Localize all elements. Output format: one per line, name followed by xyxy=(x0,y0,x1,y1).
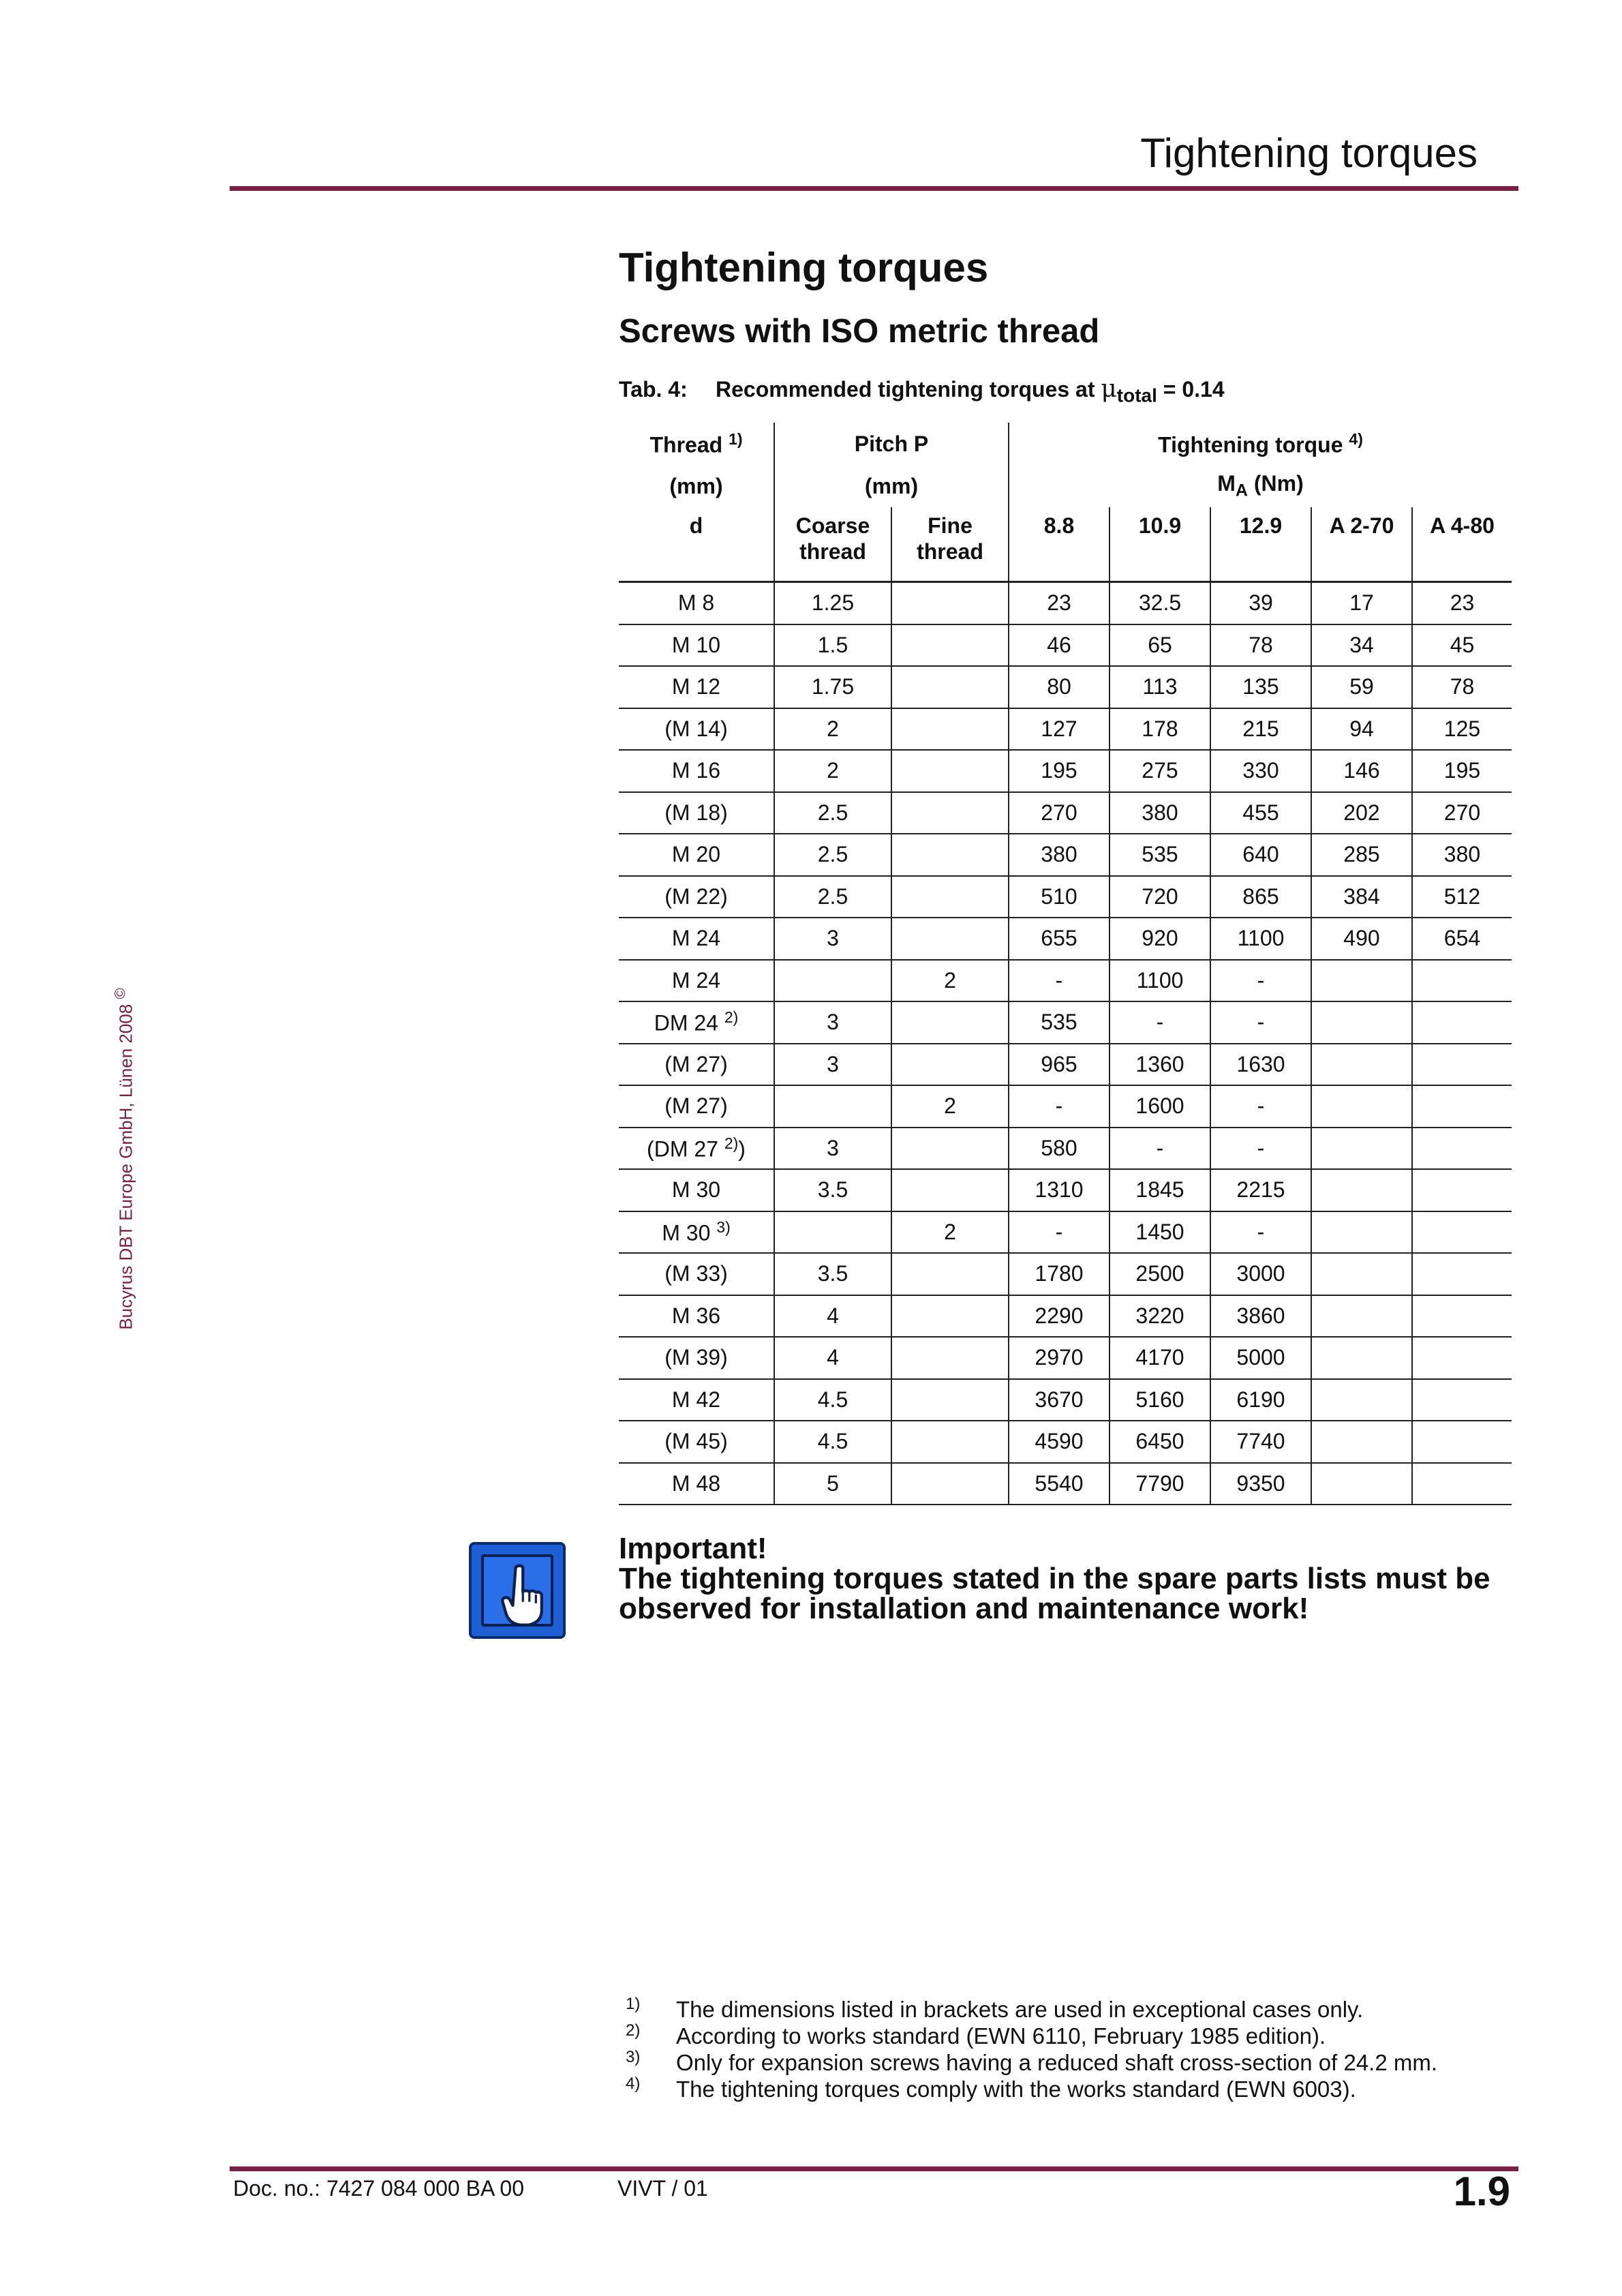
fine-pitch-cell xyxy=(891,876,1009,918)
thread-note: 3) xyxy=(716,1218,731,1236)
thread-cell: (M 27) xyxy=(619,1085,774,1128)
table-row xyxy=(619,582,1512,624)
thread-cell: M 36 xyxy=(619,1295,774,1338)
torque-cell: 1360 xyxy=(1110,1044,1210,1086)
torque-cell: 1780 xyxy=(1009,1253,1110,1295)
coarse-pitch-cell: 1.5 xyxy=(774,624,891,667)
thread-cell: M 24 xyxy=(619,960,774,1002)
torque-cell: 654 xyxy=(1412,918,1512,960)
fine-header: Fine thread xyxy=(891,507,1009,582)
thread-cell: M 12 xyxy=(619,666,774,708)
torque-cell xyxy=(1311,1169,1412,1211)
pointing-hand-icon xyxy=(469,1542,566,1639)
fine-pitch-cell xyxy=(891,1044,1009,1086)
coarse-pitch-cell: 2 xyxy=(774,750,891,792)
torque-cell: 113 xyxy=(1110,666,1210,708)
thread-cell: (M 27) xyxy=(619,1044,774,1086)
fine-pitch-cell xyxy=(891,1128,1009,1170)
torque-cell: 4590 xyxy=(1009,1421,1110,1463)
torque-cell: 5540 xyxy=(1009,1463,1110,1505)
torque-cell: 195 xyxy=(1009,750,1110,792)
torque-cell: 2970 xyxy=(1009,1337,1110,1379)
table-row xyxy=(619,1169,1512,1211)
mu-subscript: total xyxy=(1116,384,1157,406)
thread-cell: M 10 xyxy=(619,624,774,667)
grade-header: A 4-80 xyxy=(1412,507,1512,582)
torque-cell xyxy=(1412,1044,1512,1086)
torque-cell: - xyxy=(1210,1085,1311,1128)
coarse-pitch-cell: 2.5 xyxy=(774,834,891,876)
torque-cell: 1630 xyxy=(1210,1044,1311,1086)
torque-cell xyxy=(1311,1085,1412,1128)
grade-header: 10.9 xyxy=(1110,507,1210,582)
torque-cell xyxy=(1311,1337,1412,1379)
torque-cell: 330 xyxy=(1210,750,1311,792)
torque-cell: 1600 xyxy=(1110,1085,1210,1128)
torque-cell xyxy=(1412,1169,1512,1211)
thread-cell: (M 39) xyxy=(619,1337,774,1379)
thread-cell: (M 33) xyxy=(619,1253,774,1295)
coarse-pitch-cell: 3.5 xyxy=(774,1253,891,1295)
thread-cell: M 16 xyxy=(619,750,774,792)
thread-note: 1) xyxy=(729,429,743,448)
torque-table-body xyxy=(619,582,1512,1505)
table-row xyxy=(619,918,1512,960)
coarse-pitch-cell: 4.5 xyxy=(774,1421,891,1463)
coarse-pitch-cell: 2.5 xyxy=(774,792,891,834)
table-row xyxy=(619,1001,1512,1044)
fine-pitch-cell xyxy=(891,708,1009,751)
torque-cell: - xyxy=(1210,1211,1311,1254)
torque-cell xyxy=(1412,1337,1512,1379)
coarse-pitch-cell: 5 xyxy=(774,1463,891,1505)
torque-cell xyxy=(1412,1085,1512,1128)
fine-pitch-cell xyxy=(891,792,1009,834)
table-row xyxy=(619,1044,1512,1086)
torque-cell: 4170 xyxy=(1110,1337,1210,1379)
torque-cell: 380 xyxy=(1009,834,1110,876)
torque-cell: 384 xyxy=(1311,876,1412,918)
torque-cell: 39 xyxy=(1210,582,1311,624)
footer-rule xyxy=(230,2166,1518,2171)
coarse-pitch-cell: 3 xyxy=(774,1044,891,1086)
torque-table xyxy=(619,423,1512,1505)
table-row xyxy=(619,1128,1512,1170)
coarse-pitch-cell: 3.5 xyxy=(774,1169,891,1211)
torque-cell: 23 xyxy=(1412,582,1512,624)
coarse-pitch-cell xyxy=(774,1085,891,1128)
torque-cell: - xyxy=(1210,960,1311,1002)
pitch-unit: (mm) xyxy=(774,465,1009,507)
fine-pitch-cell xyxy=(891,918,1009,960)
table-row xyxy=(619,1211,1512,1254)
torque-cell: - xyxy=(1110,1128,1210,1170)
table-row xyxy=(619,876,1512,918)
thread-cell: (M 22) xyxy=(619,876,774,918)
torque-cell: 535 xyxy=(1110,834,1210,876)
footnote-item: 3) Only for expansion screws having a reduced shaft cross-section of 24.2 mm. xyxy=(626,2048,1438,2075)
torque-cell: 17 xyxy=(1311,582,1412,624)
torque-cell: 510 xyxy=(1009,876,1110,918)
torque-cell: 380 xyxy=(1412,834,1512,876)
torque-cell: 3220 xyxy=(1110,1295,1210,1338)
fine-pitch-cell xyxy=(891,834,1009,876)
thread-cell: DM 24 $^{2)}$ xyxy=(619,1001,774,1044)
grade-header: 12.9 xyxy=(1210,507,1311,582)
torque-cell: 7790 xyxy=(1110,1463,1210,1505)
torque-cell xyxy=(1311,1421,1412,1463)
torque-cell: 46 xyxy=(1009,624,1110,667)
table-row xyxy=(619,624,1512,667)
thread-note: 2) xyxy=(724,1134,739,1152)
coarse-pitch-cell: 1.75 xyxy=(774,666,891,708)
torque-cell: 6450 xyxy=(1110,1421,1210,1463)
coarse-pitch-cell: 3 xyxy=(774,918,891,960)
torque-note: 4) xyxy=(1349,429,1363,448)
torque-cell: 1100 xyxy=(1110,960,1210,1002)
page-number: 1.9 xyxy=(1453,2169,1510,2214)
torque-cell: 490 xyxy=(1311,918,1412,960)
torque-cell: 2215 xyxy=(1210,1169,1311,1211)
important-title: Important! xyxy=(619,1532,767,1565)
torque-cell xyxy=(1412,1253,1512,1295)
torque-cell: 270 xyxy=(1009,792,1110,834)
table-caption-text: Recommended tightening torques at xyxy=(716,377,1095,402)
torque-cell: 2290 xyxy=(1009,1295,1110,1338)
fine-pitch-cell xyxy=(891,750,1009,792)
fine-pitch-cell xyxy=(891,1295,1009,1338)
doc-number: Doc. no.: 7427 084 000 BA 00 xyxy=(233,2176,524,2201)
torque-cell: 380 xyxy=(1110,792,1210,834)
thread-cell: (M 18) xyxy=(619,792,774,834)
thread-cell: M 30 xyxy=(619,1169,774,1211)
mu-symbol: μ xyxy=(1101,375,1117,403)
coarse-pitch-cell: 3 xyxy=(774,1001,891,1044)
torque-cell: 9350 xyxy=(1210,1463,1311,1505)
torque-cell: 78 xyxy=(1412,666,1512,708)
torque-cell: 32.5 xyxy=(1110,582,1210,624)
torque-cell: 865 xyxy=(1210,876,1311,918)
torque-cell: 59 xyxy=(1311,666,1412,708)
coarse-pitch-cell xyxy=(774,960,891,1002)
thread-cell: (M 45) xyxy=(619,1421,774,1463)
footnote-item: 2) According to works standard (EWN 6110, February 1985 edition). xyxy=(626,2021,1326,2049)
important-line-1: The tightening torques stated in the spare parts lists must be xyxy=(619,1562,1490,1595)
header-rule xyxy=(230,186,1518,191)
running-header-title: Tightening torques xyxy=(1140,130,1478,176)
torque-cell: 455 xyxy=(1210,792,1311,834)
torque-cell: 195 xyxy=(1412,750,1512,792)
torque-cell: 920 xyxy=(1110,918,1210,960)
thread-cell: M 24 xyxy=(619,918,774,960)
important-line-2: observed for installation and maintenance work! xyxy=(619,1592,1309,1625)
torque-cell: 1310 xyxy=(1009,1169,1110,1211)
torque-cell: 3670 xyxy=(1009,1379,1110,1421)
fine-pitch-cell xyxy=(891,666,1009,708)
copyright-mark: © xyxy=(111,988,129,999)
coarse-pitch-cell: 3 xyxy=(774,1128,891,1170)
torque-cell: 285 xyxy=(1311,834,1412,876)
table-row xyxy=(619,792,1512,834)
section-subtitle: Screws with ISO metric thread xyxy=(619,313,1100,350)
thread-cell: M 30 $^{3)}$ xyxy=(619,1211,774,1254)
torque-cell: - xyxy=(1009,1085,1110,1128)
torque-cell: 125 xyxy=(1412,708,1512,751)
torque-cell: 23 xyxy=(1009,582,1110,624)
thread-cell: M 8 xyxy=(619,582,774,624)
torque-cell: 34 xyxy=(1311,624,1412,667)
torque-cell xyxy=(1311,960,1412,1002)
torque-cell xyxy=(1412,1463,1512,1505)
thread-cell: M 20 xyxy=(619,834,774,876)
footnote-item: 1) The dimensions listed in brackets are used in exceptional cases only. xyxy=(626,1995,1364,2022)
table-row xyxy=(619,1295,1512,1338)
fine-pitch-cell xyxy=(891,1379,1009,1421)
torque-cell: 202 xyxy=(1311,792,1412,834)
torque-cell: - xyxy=(1009,1211,1110,1254)
copyright-text: Bucyrus DBT Europe GmbH, Lünen 2008 xyxy=(115,1003,136,1330)
torque-cell: 535 xyxy=(1009,1001,1110,1044)
table-caption-value: = 0.14 xyxy=(1163,377,1225,402)
torque-cell xyxy=(1311,1463,1412,1505)
torque-cell: 3860 xyxy=(1210,1295,1311,1338)
torque-header: Tightening torque $^{4)}$ xyxy=(1009,423,1512,465)
table-row xyxy=(619,960,1512,1002)
torque-cell: 1100 xyxy=(1210,918,1311,960)
torque-cell: 965 xyxy=(1009,1044,1110,1086)
table-row xyxy=(619,1085,1512,1128)
page-title: Tightening torques xyxy=(619,245,989,290)
fine-pitch-cell xyxy=(891,1337,1009,1379)
torque-cell: 640 xyxy=(1210,834,1311,876)
fine-pitch-cell: 2 xyxy=(891,960,1009,1002)
fine-pitch-cell xyxy=(891,1001,1009,1044)
table-row xyxy=(619,1421,1512,1463)
torque-cell: 512 xyxy=(1412,876,1512,918)
torque-cell: 178 xyxy=(1110,708,1210,751)
torque-unit: $M_A$ (Nm) xyxy=(1009,465,1512,507)
torque-cell xyxy=(1311,1253,1412,1295)
torque-cell xyxy=(1311,1379,1412,1421)
torque-cell: 1450 xyxy=(1110,1211,1210,1254)
torque-cell: 5160 xyxy=(1110,1379,1210,1421)
torque-cell: 135 xyxy=(1210,666,1311,708)
torque-cell xyxy=(1311,1044,1412,1086)
d-header: d xyxy=(619,507,774,582)
fine-pitch-cell: 2 xyxy=(891,1085,1009,1128)
torque-cell: 1845 xyxy=(1110,1169,1210,1211)
fine-pitch-cell xyxy=(891,1421,1009,1463)
torque-cell: 94 xyxy=(1311,708,1412,751)
footnote-item: 4) The tightening torques comply with the works standard (EWN 6003). xyxy=(626,2074,1356,2102)
torque-cell: 655 xyxy=(1009,918,1110,960)
coarse-pitch-cell: 2.5 xyxy=(774,876,891,918)
side-copyright xyxy=(112,988,137,1329)
torque-cell: 720 xyxy=(1110,876,1210,918)
torque-cell xyxy=(1311,1001,1412,1044)
grade-header: 8.8 xyxy=(1009,507,1110,582)
torque-cell: - xyxy=(1110,1001,1210,1044)
torque-cell xyxy=(1311,1211,1412,1254)
torque-cell: 45 xyxy=(1412,624,1512,667)
thread-cell: M 42 xyxy=(619,1379,774,1421)
table-row xyxy=(619,750,1512,792)
coarse-pitch-cell: 2 xyxy=(774,708,891,751)
torque-cell: 7740 xyxy=(1210,1421,1311,1463)
table-row xyxy=(619,1463,1512,1505)
torque-cell xyxy=(1311,1128,1412,1170)
torque-cell: 80 xyxy=(1009,666,1110,708)
doc-reference: VIVT / 01 xyxy=(617,2176,708,2201)
torque-cell xyxy=(1412,1295,1512,1338)
table-caption-label: Tab. 4: xyxy=(619,377,688,402)
fine-pitch-cell xyxy=(891,1253,1009,1295)
coarse-pitch-cell: 4.5 xyxy=(774,1379,891,1421)
torque-cell: - xyxy=(1210,1128,1311,1170)
thread-unit: (mm) xyxy=(669,473,723,498)
table-row xyxy=(619,1337,1512,1379)
thread-cell: (M 14) xyxy=(619,708,774,751)
torque-cell: 127 xyxy=(1009,708,1110,751)
table-row xyxy=(619,1253,1512,1295)
torque-cell: 215 xyxy=(1210,708,1311,751)
torque-cell: 3000 xyxy=(1210,1253,1311,1295)
torque-cell xyxy=(1412,1421,1512,1463)
grade-header: A 2-70 xyxy=(1311,507,1412,582)
coarse-pitch-cell: 4 xyxy=(774,1337,891,1379)
torque-cell xyxy=(1412,960,1512,1002)
table-row xyxy=(619,1379,1512,1421)
table-row xyxy=(619,834,1512,876)
torque-cell xyxy=(1412,1379,1512,1421)
table-row xyxy=(619,666,1512,708)
torque-cell: 65 xyxy=(1110,624,1210,667)
torque-cell: - xyxy=(1210,1001,1311,1044)
torque-cell: 5000 xyxy=(1210,1337,1311,1379)
thread-cell: M 48 xyxy=(619,1463,774,1505)
fine-pitch-cell xyxy=(891,582,1009,624)
torque-cell: 78 xyxy=(1210,624,1311,667)
coarse-header: Coarse thread xyxy=(774,507,891,582)
important-note xyxy=(619,1534,1518,1624)
torque-cell: 146 xyxy=(1311,750,1412,792)
coarse-pitch-cell: 4 xyxy=(774,1295,891,1338)
torque-cell: 580 xyxy=(1009,1128,1110,1170)
pitch-header: Pitch P xyxy=(774,423,1009,465)
torque-cell xyxy=(1412,1001,1512,1044)
coarse-pitch-cell: 1.25 xyxy=(774,582,891,624)
fine-pitch-cell xyxy=(891,1169,1009,1211)
thread-note: 2) xyxy=(724,1008,739,1027)
table-caption xyxy=(619,375,1225,406)
fine-pitch-cell xyxy=(891,1463,1009,1505)
torque-cell: 6190 xyxy=(1210,1379,1311,1421)
fine-pitch-cell: 2 xyxy=(891,1211,1009,1254)
torque-cell xyxy=(1412,1211,1512,1254)
torque-cell xyxy=(1311,1295,1412,1338)
torque-cell: 275 xyxy=(1110,750,1210,792)
torque-cell: 270 xyxy=(1412,792,1512,834)
thread-cell: (DM 27 $^{2)}$) xyxy=(619,1128,774,1170)
table-row xyxy=(619,708,1512,751)
torque-cell xyxy=(1412,1128,1512,1170)
thread-header: Thread $^{1)}$ xyxy=(649,429,743,457)
coarse-pitch-cell xyxy=(774,1211,891,1254)
fine-pitch-cell xyxy=(891,624,1009,667)
torque-cell: - xyxy=(1009,960,1110,1002)
footnotes xyxy=(626,1996,1437,2102)
torque-cell: 2500 xyxy=(1110,1253,1210,1295)
